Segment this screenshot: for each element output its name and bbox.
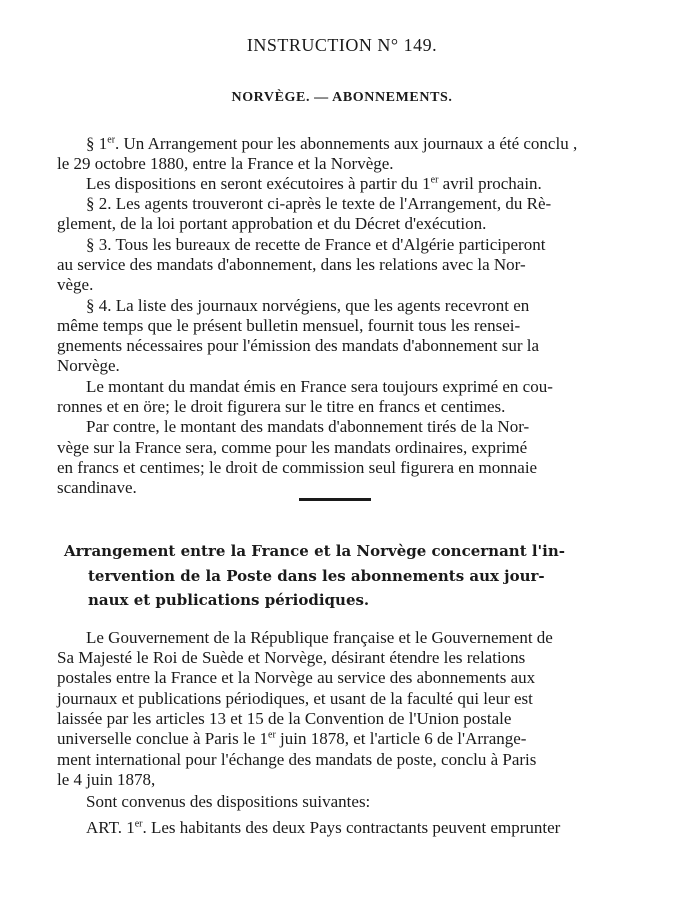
text-line: journaux et publications périodiques, et usant de la faculté qui leur est (57, 689, 533, 708)
section-subtitle: NORVÈGE. — ABONNEMENTS. (231, 90, 453, 105)
text-line: universelle conclue à Paris le 1er juin 1878, et l'article 6 de l'Arrange- (57, 729, 527, 748)
text-line: en francs et centimes; le droit de commission seul figurera en monnaie (57, 458, 538, 477)
text-line: Le Gouvernement de la République française et le Gouvernement de (86, 628, 553, 647)
text-line: § 3. Tous les bureaux de recette de France et d'Algérie participeront (86, 235, 546, 254)
section-divider (299, 498, 371, 501)
text-line: postales entre la France et la Norvège au service des abonnements aux (57, 668, 536, 687)
text-line: vège sur la France sera, comme pour les mandats ordinaires, exprimé (57, 438, 528, 457)
text-line: Norvège. (57, 356, 120, 375)
text-line: même temps que le présent bulletin mensuel, fournit tous les rensei- (57, 316, 521, 335)
text-line: Les dispositions en seront exécutoires à partir du 1er avril prochain. (86, 174, 542, 193)
text-line: le 4 juin 1878, (57, 770, 156, 789)
text-line: laissée par les articles 13 et 15 de la Convention de l'Union postale (57, 709, 512, 728)
text-line: vège. (57, 275, 94, 294)
text-line: glement, de la loi portant approbation et du Décret d'exécution. (57, 214, 487, 233)
text-line: au service des mandats d'abonnement, dans les relations avec la Nor- (57, 255, 526, 274)
text-line: Sa Majesté le Roi de Suède et Norvège, désirant étendre les relations (57, 648, 526, 667)
text-line: Sont convenus des dispositions suivantes: (86, 792, 371, 811)
page-title: INSTRUCTION N° 149. (246, 35, 438, 55)
heading-line: Arrangement entre la France et la Norvège concernant l'in- (64, 542, 565, 560)
text-line: § 4. La liste des journaux norvégiens, que les agents recevront en (86, 296, 530, 315)
text-line: le 29 octobre 1880, entre la France et la Norvège. (57, 154, 394, 173)
text-line: gnements nécessaires pour l'émission des mandats d'abonnement sur la (57, 336, 540, 355)
heading-line: naux et publications périodiques. (88, 591, 370, 609)
text-line: ment international pour l'échange des mandats de poste, conclu à Paris (57, 750, 537, 769)
text-line: Le montant du mandat émis en France sera toujours exprimé en cou- (86, 377, 553, 396)
text-line: ronnes et en öre; le droit figurera sur le titre en francs et centimes. (57, 397, 506, 416)
text-line: scandinave. (57, 478, 137, 497)
text-line: Par contre, le montant des mandats d'abonnement tirés de la Nor- (86, 417, 530, 436)
text-line: § 1er. Un Arrangement pour les abonnements aux journaux a été conclu , (86, 134, 578, 153)
text-line: § 2. Les agents trouveront ci-après le texte de l'Arrangement, du Rè- (86, 194, 552, 213)
text-line: ART. 1er. Les habitants des deux Pays contractants peuvent emprunter (86, 818, 561, 837)
heading-line: tervention de la Poste dans les abonnements aux jour- (88, 567, 545, 585)
